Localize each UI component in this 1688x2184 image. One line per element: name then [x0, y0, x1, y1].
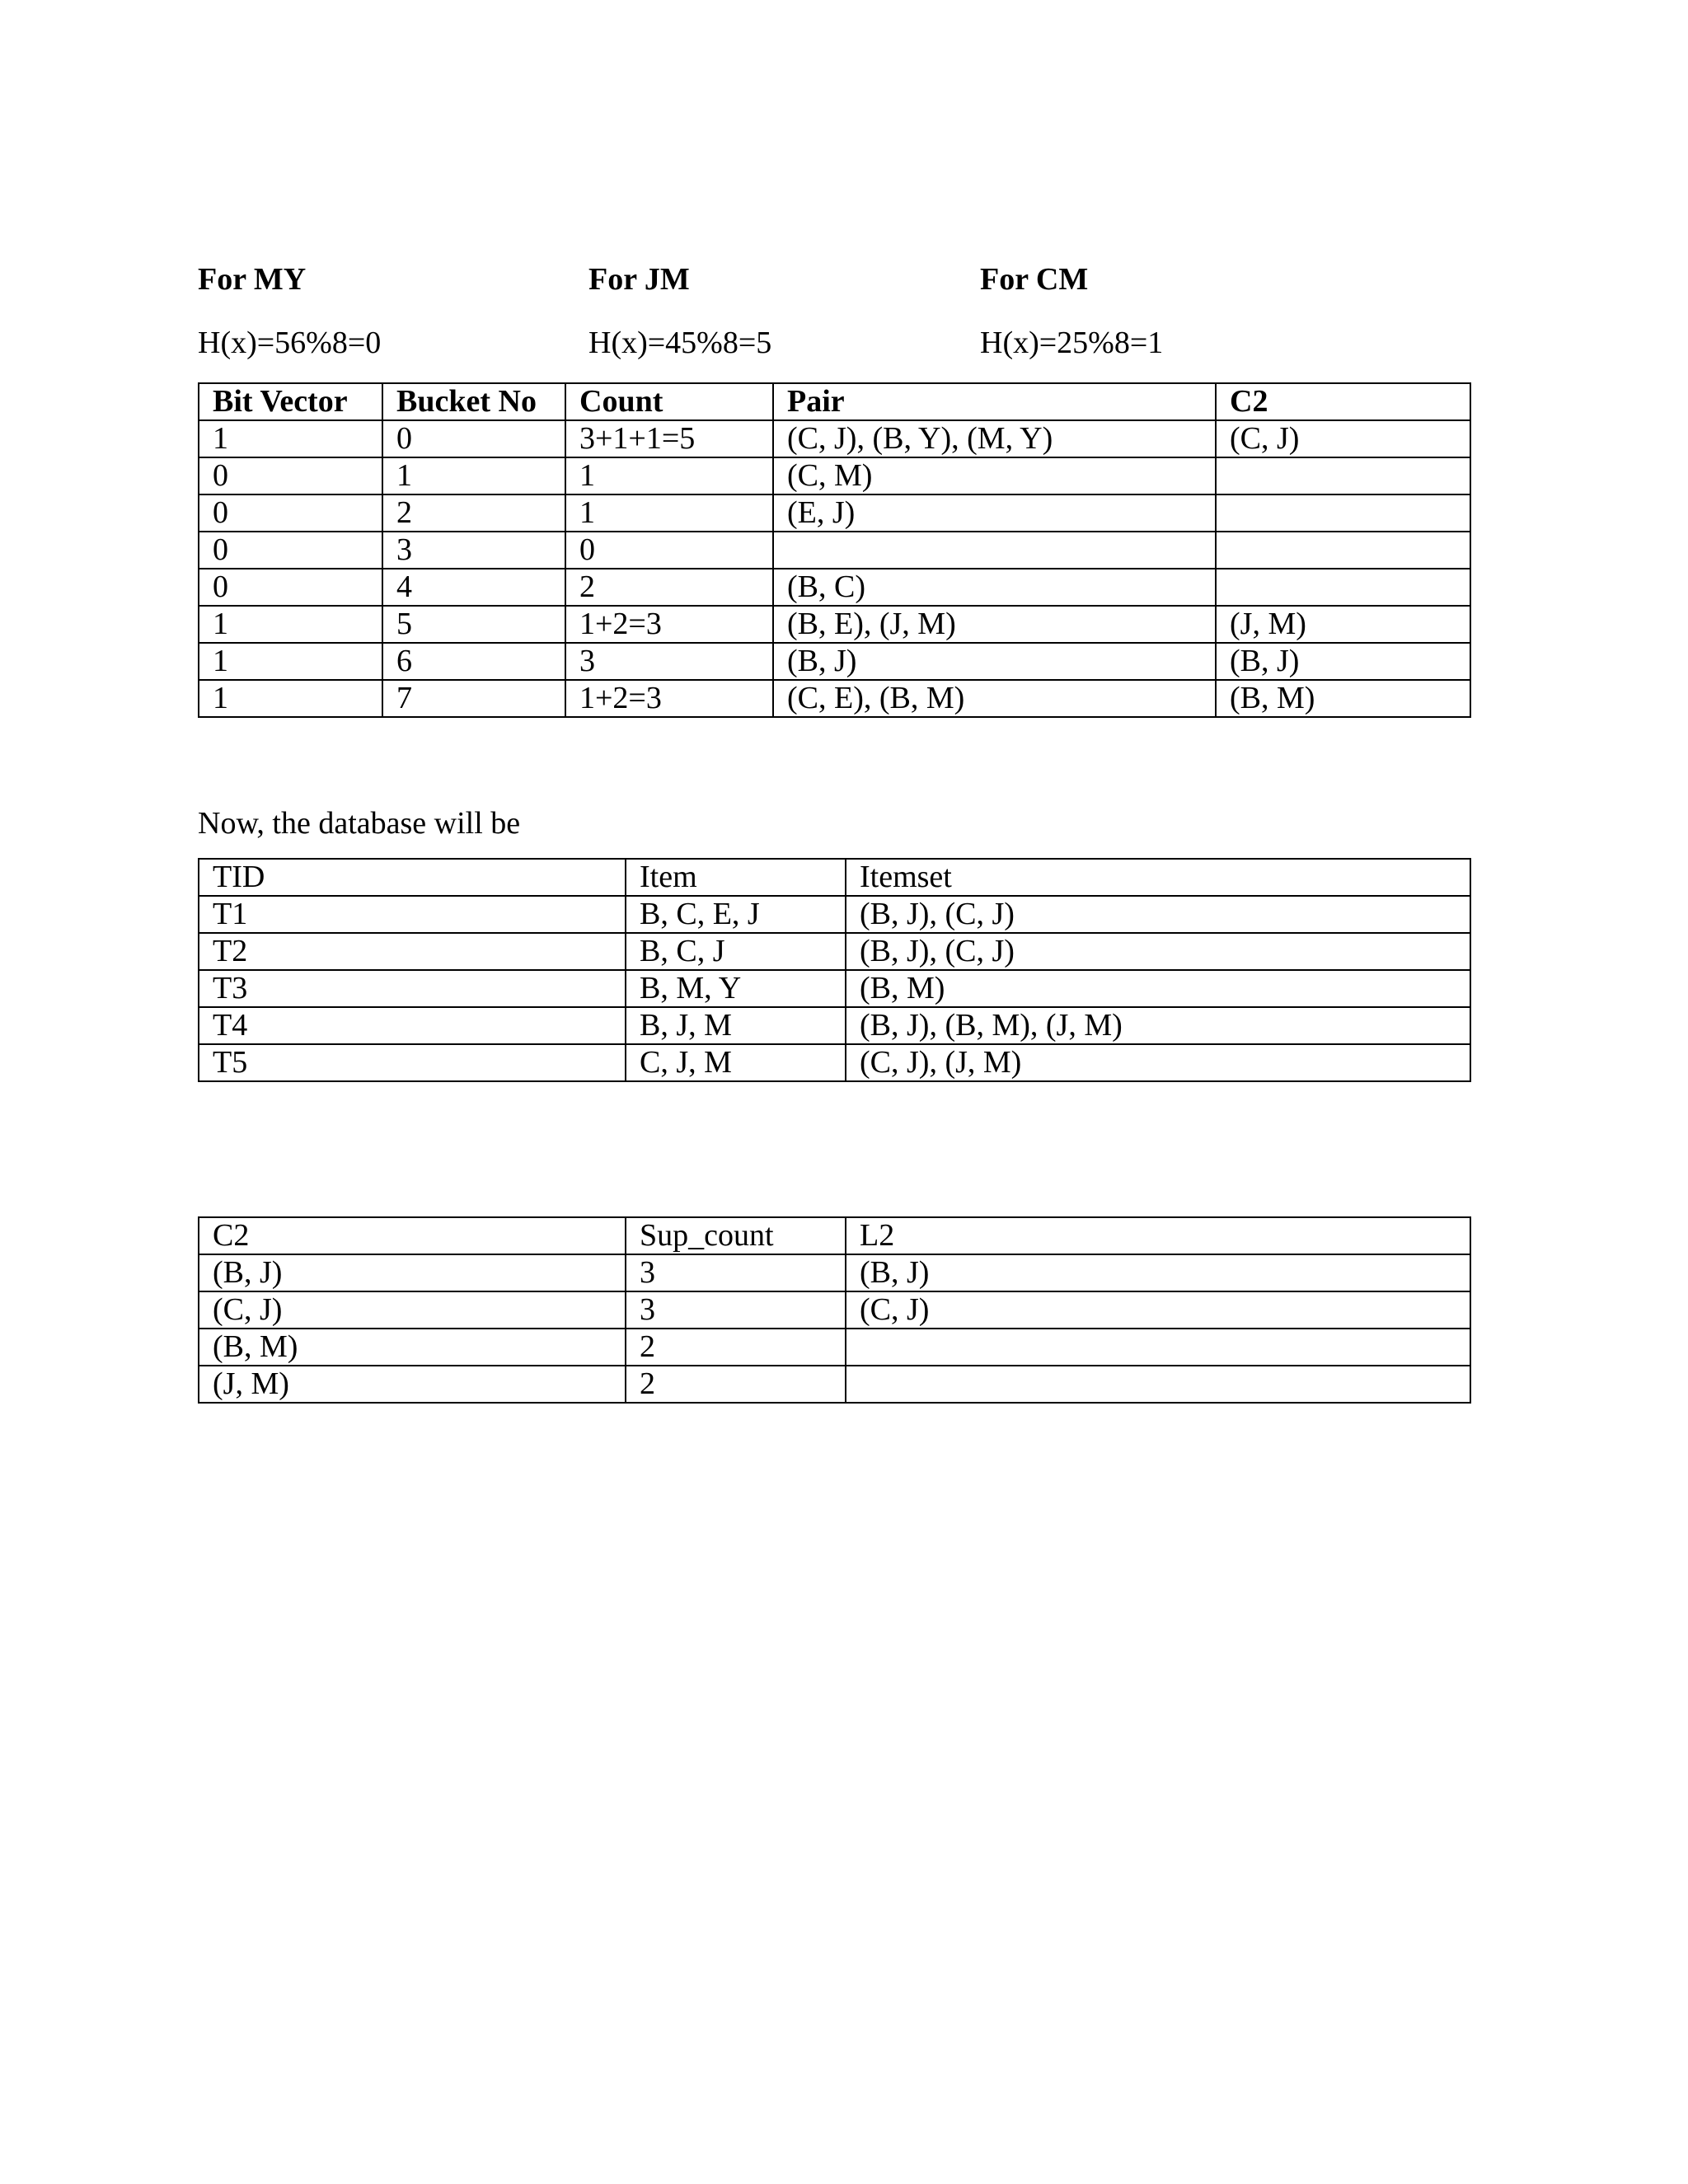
cell-c2	[1216, 569, 1470, 606]
cell-item: C, J, M	[626, 1044, 846, 1081]
table-row	[199, 457, 1470, 494]
table-row	[199, 1366, 1470, 1403]
cell-itemset: (B, M)	[846, 970, 1470, 1007]
cell-c2: (B, J)	[199, 1254, 626, 1291]
cell-bucket-no: 3	[382, 532, 565, 569]
table-row	[199, 606, 1470, 643]
cell-bucket-no: 4	[382, 569, 565, 606]
cell-bit-vector: 1	[199, 420, 382, 457]
cell-pair: (C, J), (B, Y), (M, Y)	[773, 420, 1216, 457]
cell-bit-vector: 1	[199, 680, 382, 717]
cell-pair: (B, C)	[773, 569, 1216, 606]
formula-my: H(x)=56%8=0	[198, 326, 382, 360]
cell-pair: (C, M)	[773, 457, 1216, 494]
cell-tid: T5	[199, 1044, 626, 1081]
formula-cm: H(x)=25%8=1	[980, 326, 1164, 360]
cell-c2: (C, J)	[1216, 420, 1470, 457]
table-row	[199, 420, 1470, 457]
table-row	[199, 933, 1470, 970]
header-c2: C2	[1216, 383, 1470, 420]
cell-sup-count: 2	[626, 1329, 846, 1366]
heading-for-my: For MY	[198, 262, 307, 297]
table-header-row	[199, 383, 1470, 420]
hash-bucket-table	[198, 382, 1471, 718]
table-row	[199, 896, 1470, 933]
database-intro-text: Now, the database will be	[198, 806, 521, 841]
cell-count: 3+1+1=5	[565, 420, 773, 457]
cell-count: 1+2=3	[565, 606, 773, 643]
cell-c2: (C, J)	[199, 1291, 626, 1329]
table-row	[199, 970, 1470, 1007]
table-row	[199, 494, 1470, 532]
cell-itemset: (B, J), (C, J)	[846, 933, 1470, 970]
cell-c2: (B, J)	[1216, 643, 1470, 680]
cell-itemset: (B, J), (B, M), (J, M)	[846, 1007, 1470, 1044]
cell-count: 1	[565, 494, 773, 532]
cell-pair: (C, E), (B, M)	[773, 680, 1216, 717]
table-row	[199, 532, 1470, 569]
cell-bit-vector: 0	[199, 494, 382, 532]
cell-item: B, J, M	[626, 1007, 846, 1044]
header-l2: L2	[846, 1217, 1470, 1254]
cell-item: B, C, E, J	[626, 896, 846, 933]
cell-item: B, M, Y	[626, 970, 846, 1007]
table-row	[199, 1044, 1470, 1081]
cell-bit-vector: 0	[199, 569, 382, 606]
cell-bit-vector: 1	[199, 606, 382, 643]
cell-l2	[846, 1329, 1470, 1366]
formula-jm: H(x)=45%8=5	[588, 326, 772, 360]
cell-bit-vector: 1	[199, 643, 382, 680]
cell-sup-count: 3	[626, 1291, 846, 1329]
cell-l2: (C, J)	[846, 1291, 1470, 1329]
cell-count: 3	[565, 643, 773, 680]
cell-bucket-no: 2	[382, 494, 565, 532]
cell-c2	[1216, 457, 1470, 494]
cell-sup-count: 3	[626, 1254, 846, 1291]
cell-l2: (B, J)	[846, 1254, 1470, 1291]
cell-tid: T4	[199, 1007, 626, 1044]
cell-c2	[1216, 532, 1470, 569]
cell-sup-count: 2	[626, 1366, 846, 1403]
table-row	[199, 643, 1470, 680]
database-table	[198, 858, 1471, 1082]
header-count: Count	[565, 383, 773, 420]
cell-c2: (B, M)	[199, 1329, 626, 1366]
cell-bucket-no: 6	[382, 643, 565, 680]
table-row	[199, 1329, 1470, 1366]
cell-bit-vector: 0	[199, 532, 382, 569]
cell-bucket-no: 0	[382, 420, 565, 457]
cell-bucket-no: 5	[382, 606, 565, 643]
table-row	[199, 1007, 1470, 1044]
cell-count: 1	[565, 457, 773, 494]
table-row	[199, 569, 1470, 606]
table-row	[199, 1291, 1470, 1329]
header-tid: TID	[199, 859, 626, 896]
table-row	[199, 680, 1470, 717]
cell-bucket-no: 7	[382, 680, 565, 717]
cell-c2: (J, M)	[1216, 606, 1470, 643]
header-bit-vector: Bit Vector	[199, 383, 382, 420]
header-item: Item	[626, 859, 846, 896]
cell-count: 1+2=3	[565, 680, 773, 717]
cell-tid: T1	[199, 896, 626, 933]
table-row	[199, 1254, 1470, 1291]
table-header-row	[199, 1217, 1470, 1254]
header-pair: Pair	[773, 383, 1216, 420]
heading-for-jm: For JM	[588, 262, 690, 297]
cell-pair: (B, J)	[773, 643, 1216, 680]
cell-bit-vector: 0	[199, 457, 382, 494]
support-count-table	[198, 1216, 1471, 1404]
header-c2: C2	[199, 1217, 626, 1254]
header-sup-count: Sup_count	[626, 1217, 846, 1254]
cell-pair: (B, E), (J, M)	[773, 606, 1216, 643]
cell-c2: (B, M)	[1216, 680, 1470, 717]
cell-c2: (J, M)	[199, 1366, 626, 1403]
cell-count: 0	[565, 532, 773, 569]
cell-count: 2	[565, 569, 773, 606]
cell-bucket-no: 1	[382, 457, 565, 494]
cell-item: B, C, J	[626, 933, 846, 970]
cell-tid: T3	[199, 970, 626, 1007]
cell-l2	[846, 1366, 1470, 1403]
cell-c2	[1216, 494, 1470, 532]
cell-pair	[773, 532, 1216, 569]
header-bucket-no: Bucket No	[382, 383, 565, 420]
table-header-row	[199, 859, 1470, 896]
cell-tid: T2	[199, 933, 626, 970]
heading-for-cm: For CM	[980, 262, 1089, 297]
cell-itemset: (C, J), (J, M)	[846, 1044, 1470, 1081]
header-itemset: Itemset	[846, 859, 1470, 896]
cell-pair: (E, J)	[773, 494, 1216, 532]
cell-itemset: (B, J), (C, J)	[846, 896, 1470, 933]
